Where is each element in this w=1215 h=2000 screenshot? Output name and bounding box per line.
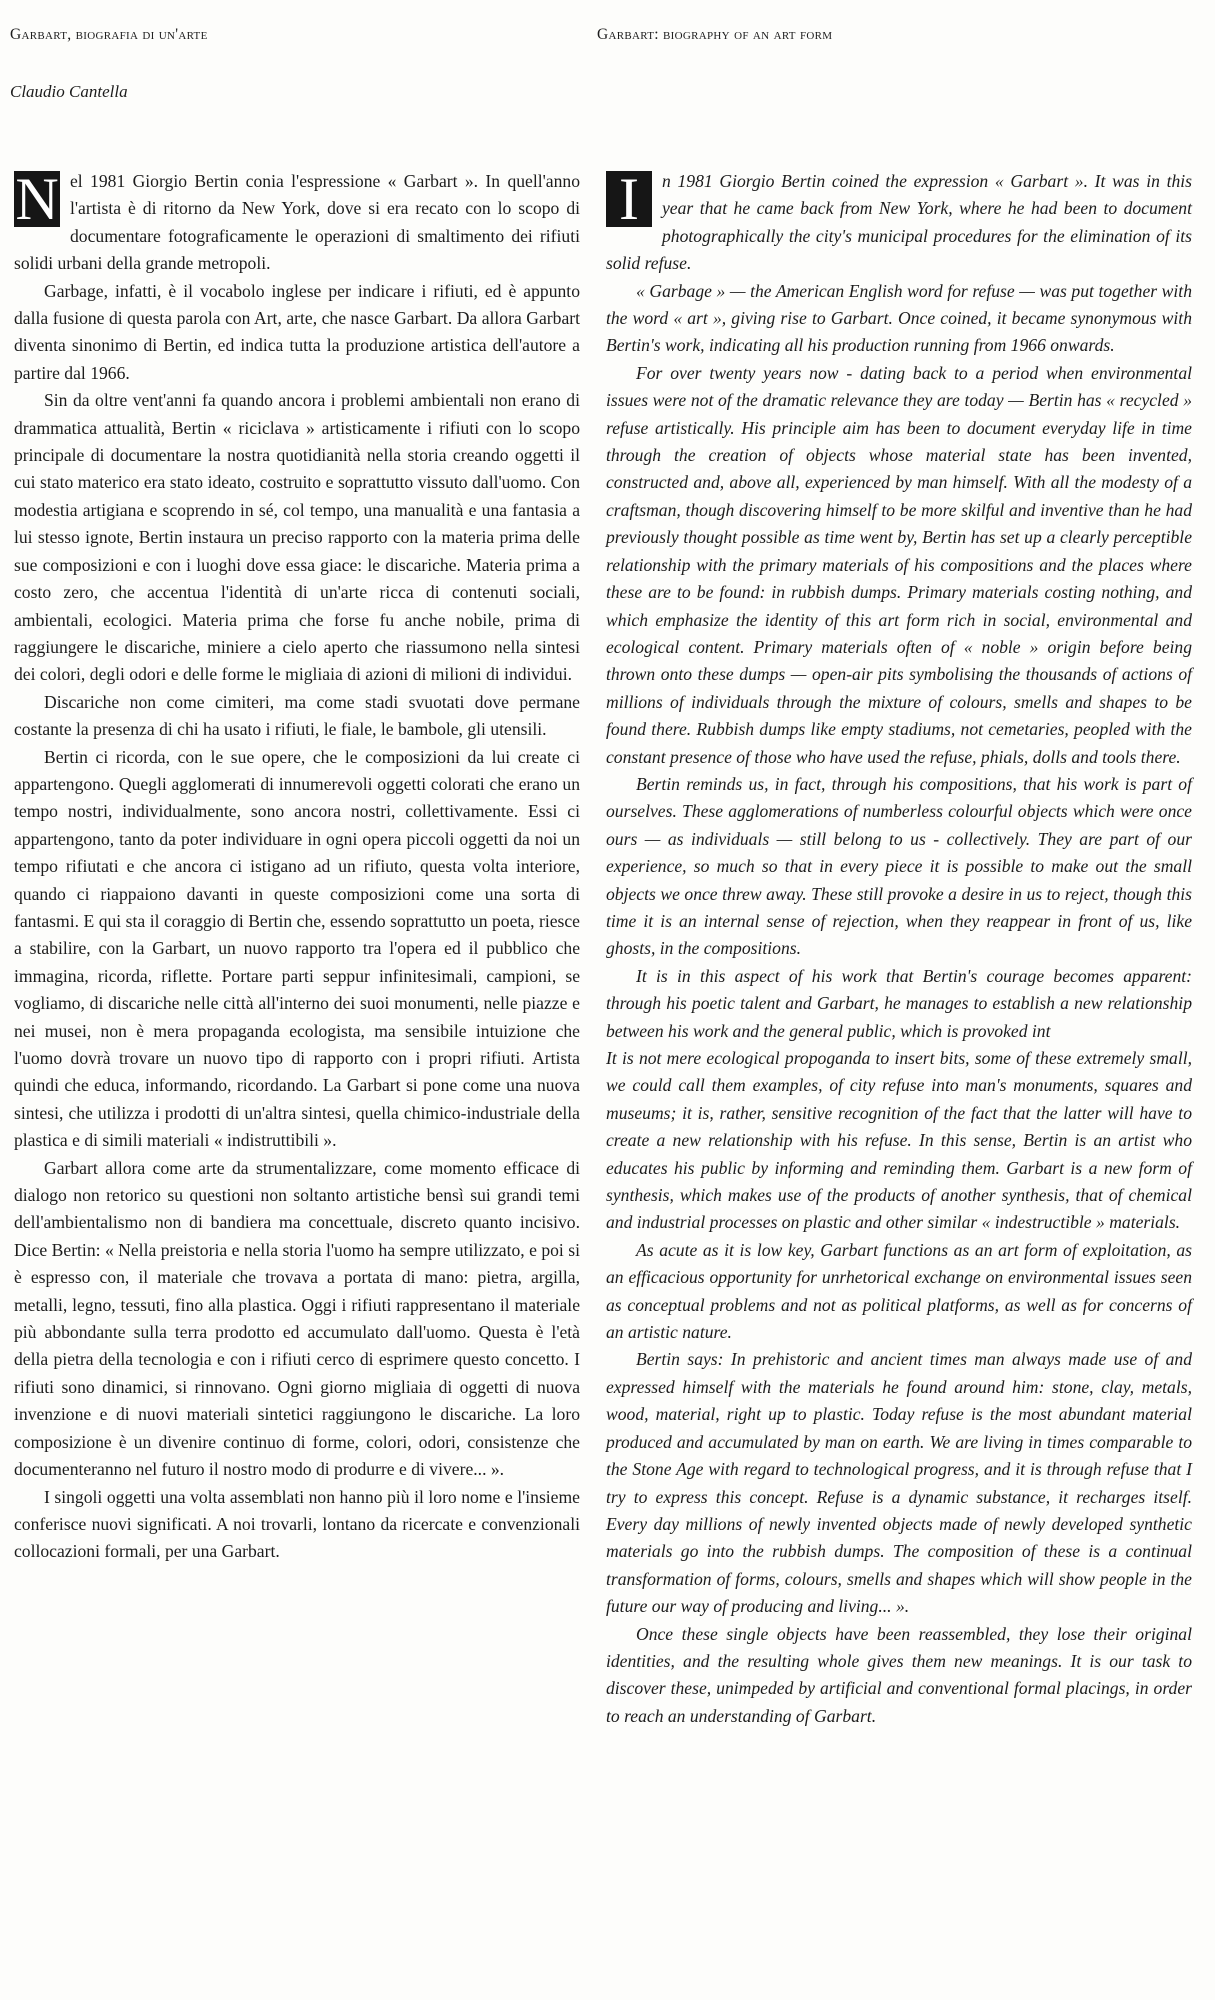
italian-column bbox=[14, 168, 580, 1566]
english-paragraph-4: Bertin reminds us, in fact, through his compositions, that his work is part of ourselves. These agglomerations of numberless colourful objects which were once ours — as individuals — still belong to us - collectively. They are part of our experience, so much so that in every piece it is possible to make out the small objects we once threw away. These still provoke a desire in us to reject, though this time it is an internal sense of rejection, when they reappear in front of us, like ghosts, in the compositions. bbox=[606, 773, 1192, 959]
italian-paragraph-1 bbox=[14, 168, 580, 278]
author-name: Claudio Cantella bbox=[10, 82, 128, 101]
italian-title: Garbart, biografia di un'arte bbox=[10, 26, 208, 43]
english-paragraph-2: « Garbage » — the American English word for refuse — was put together with the word « art », giving rise to Garbart. Once coined, it became synonymous with Bertin's work, indicating all his production running from 1966 onwards. bbox=[606, 280, 1192, 356]
italian-paragraph-4: Discariche non come cimiteri, ma come stadi svuotati dove permane costante la presenza di chi ha usato i rifiuti, le fiale, le bambole, gli utensili. bbox=[14, 691, 580, 740]
english-paragraph-7: As acute as it is low key, Garbart functions as an art form of exploitation, as an efficacious opportunity for unrhetorical exchange on environmental issues seen as conceptual problems and not as political platforms, as well as for concerns of an artistic nature. bbox=[606, 1239, 1192, 1343]
english-column bbox=[606, 168, 1192, 1730]
italian-paragraph-5: Bertin ci ricorda, con le sue opere, che le composizioni da lui create ci appartengono. Quegli agglomerati di innumerevoli oggetti colorati che erano un tempo nostri, individualmente, sono ancora nostri, collettivamente. Essi ci appartengono, tanto da poter individuare in ogni opera piccoli oggetti da noi un tempo rifiutati e che ancora ci istigano ad un rifiuto, questa volta interiore, quando ci riappaiono davanti in queste composizioni come una sorta di fantasmi. E qui sta il coraggio di Bertin che, essendo soprattutto un poeta, riesce a stabilire, con la Garbart, un nuovo rapporto tra l'opera ed il pubblico che immagina, ricorda, riflette. Portare parti seppur infinitesimali, campioni, se vogliamo, di discariche nelle città all'interno dei suoi monumenti, nelle piazze e nei musei, non è mera propaganda ecologista, ma sensibile intuizione che l'uomo dovrà trovare un nuovo tipo di rapporto con i propri rifiuti. Artista quindi che educa, informando, ricordando. La Garbart si pone come una nuova sintesi, che utilizza i prodotti di un'altra sintesi, quella chimico-industriale della plastica e di simili materiali « indistruttibili ». bbox=[14, 746, 580, 1151]
english-paragraph-1-text: n 1981 Giorgio Bertin coined the expression « Garbart ». It was in this year that he came back from New York, where he had been to document photographically the city's municipal procedures for the elimination of its solid refuse. bbox=[606, 171, 1192, 274]
english-paragraph-1 bbox=[606, 168, 1192, 278]
italian-paragraph-7: I singoli oggetti una volta assemblati non hanno più il loro nome e l'insieme conferisce nuovi significati. A noi trovarli, lontano da ricercate e convenzionali collocazioni formali, per una Garbart. bbox=[14, 1486, 580, 1562]
english-dropcap: I bbox=[606, 171, 652, 227]
english-title: Garbart: biography of an art form bbox=[597, 26, 833, 43]
italian-paragraph-3: Sin da oltre vent'anni fa quando ancora i problemi ambientali non erano di drammatica attualità, Bertin « riciclava » artisticamente i rifiuti con lo scopo principale di documentare la nostra quotidianità nella storia creando oggetti il cui stato materico era stato ideato, costruito e soprattutto vissuto dall'uomo. Con modestia artigiana e scoprendo in sé, col tempo, una manualità e una fantasia a lui stesso ignote, Bertin instaura un preciso rapporto con la materia prima delle sue composizioni e con i luoghi dove essa giace: le discariche. Materia prima a costo zero, che accentua l'identità di un'arte ricca di contenuti sociali, ambientali, ecologici. Materia prima che forse fu anche nobile, prima di raggiungere le discariche, miniere a cielo aperto che riassumono nella sintesi dei colori, degli odori e delle forme le migliaia di azioni di milioni di individui. bbox=[14, 390, 580, 685]
italian-paragraph-2: Garbage, infatti, è il vocabolo inglese per indicare i rifiuti, ed è appunto dalla fusione di questa parola con Art, arte, che nasce Garbart. Da allora Garbart diventa sinonimo di Bertin, ed indica tutta la produzione artistica dell'autore a partire dal 1966. bbox=[14, 280, 580, 383]
italian-dropcap: N bbox=[15, 166, 59, 232]
english-paragraph-6: It is not mere ecological propoganda to insert bits, some of these extremely small, we could call them examples, of city refuse into man's monuments, squares and museums; it is, rather, sensitive recognition of the fact that the latter will have to create a new relationship with his refuse. In this sense, Bertin is an artist who educates his public by informing and reminding them. Garbart is a new form of synthesis, which makes use of the products of another synthesis, that of chemical and industrial processes on plastic and other similar « indestructible » materials. bbox=[606, 1048, 1192, 1233]
italian-paragraph-1-text: el 1981 Giorgio Bertin conia l'espressione « Garbart ». In quell'anno l'artista è di ritorno da New York, dove si era recato con lo scopo di documentare fotograficamente le operazioni di smaltimento dei rifiuti solidi urbani della grande metropoli. bbox=[14, 171, 580, 274]
english-paragraph-9: Once these single objects have been reassembled, they lose their original identities, and the resulting whole gives them new meanings. It is our task to discover these, unimpeded by artificial and conventional formal placings, in order to reach an understanding of Garbart. bbox=[606, 1623, 1192, 1726]
english-paragraph-8: Bertin says: In prehistoric and ancient times man always made use of and expressed himself with the materials he found around him: stone, clay, metals, wood, material, right up to plastic. Today refuse is the most abundant material produced and accumulated by man on earth. We are living in times comparable to the Stone Age with regard to technological progress, and it is through refuse that I try to express this concept. Refuse is a dynamic substance, it recharges itself. Every day millions of newly invented objects made of newly developed synthetic materials go into the rubbish dumps. The composition of these is a continual transformation of forms, colours, smells and shapes which will show people in the future our way of producing and living... ». bbox=[606, 1349, 1192, 1617]
italian-paragraph-6: Garbart allora come arte da strumentalizzare, come momento efficace di dialogo non retorico su questioni non soltanto artistiche bensì sui grandi temi dell'ambientalismo non di bandiera ma concettuale, discreto quanto incisivo. Dice Bertin: « Nella preistoria e nella storia l'uomo ha sempre utilizzato, e poi si è espresso con, il materiale che trovava a portata di mano: pietra, argilla, metalli, legno, tessuti, fino alla plastica. Oggi i rifiuti rappresentano il materiale più abbondante sulla terra prodotto ed accumulato dall'uomo. Questa è l'età della pietra della tecnologia e con i rifiuti cerco di esprimere questo concetto. I rifiuti sono dinamici, si rinnovano. Ogni giorno migliaia di oggetti di nuova invenzione e di nuovi materiali sintetici raggiungono le discariche. La loro composizione è un divenire continuo di forme, colori, odori, consistenze che documenteranno nel futuro il nostro modo di produrre e di vivere... ». bbox=[14, 1157, 580, 1480]
english-paragraph-3: For over twenty years now - dating back to a period when environmental issues were not of the dramatic relevance they are today — Bertin has « recycled » refuse artistically. His principle aim has been to document everyday life in time through the creation of objects whose material state has been invented, constructed and, above all, experienced by man himself. With all the modesty of a craftsman, though discovering himself to be more skilful and inventive than he had previously thought possible as time went by, Bertin has set up a clearly perceptible relationship with the primary materials of his compositions and the places where these are to be found: in rubbish dumps. Primary materials costing nothing, and which emphasize the identity of this art form rich in social, environmental and ecological content. Primary materials often of « noble » origin before being thrown onto these dumps — open-air pits symbolising the thousands of actions of millions of individuals through the mixture of colours, smells and shapes to be found there. Rubbish dumps like empty stadiums, not cemetaries, peopled with the constant presence of those who have used the refuse, phials, dolls and tools there. bbox=[606, 362, 1192, 767]
english-paragraph-5: It is in this aspect of his work that Bertin's courage becomes apparent: through his poetic talent and Garbart, he manages to establish a new relationship between his work and the general public, which is provoked int bbox=[606, 965, 1192, 1041]
